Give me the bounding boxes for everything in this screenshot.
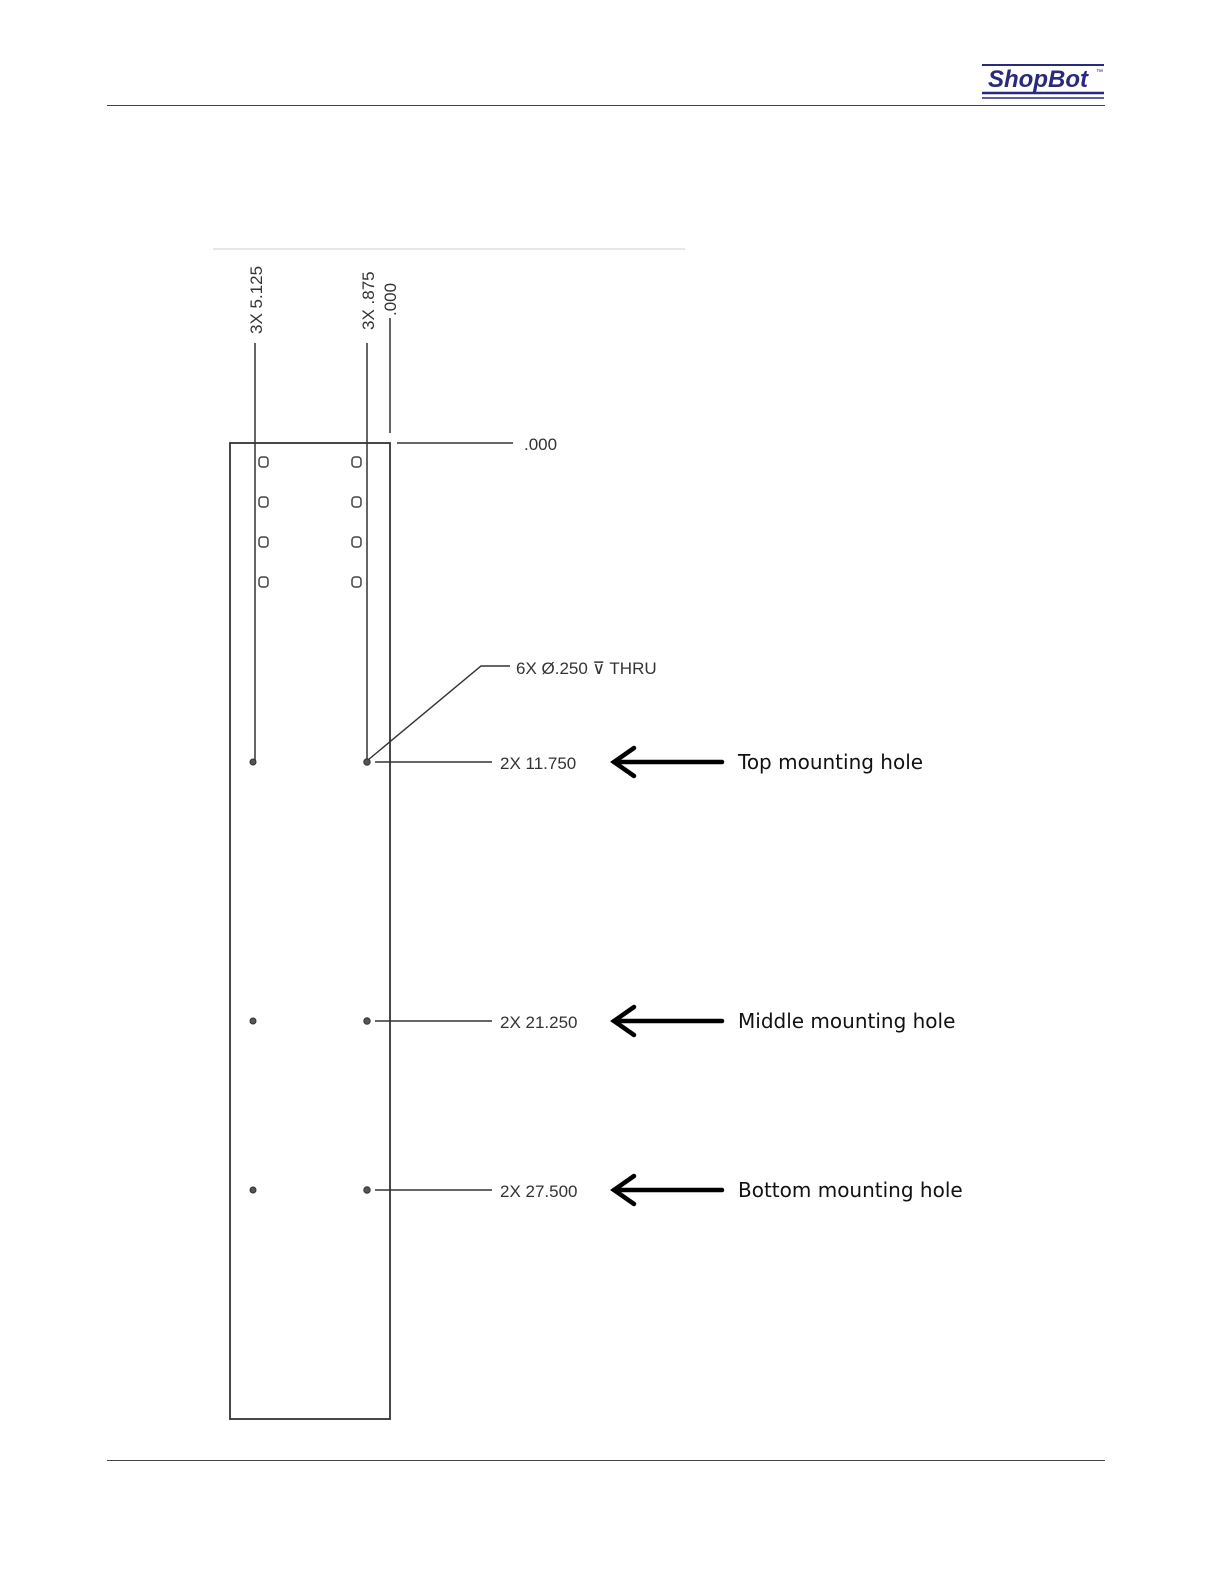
footer-rule xyxy=(107,1460,1105,1461)
dim-edge: .000 xyxy=(381,282,400,316)
hole-pattern xyxy=(259,457,361,587)
dim-bottom-hole: 2X 27.500 xyxy=(500,1182,578,1201)
dim-right-column: 3X .875 xyxy=(359,271,378,330)
part-outline xyxy=(230,443,390,1419)
arrow-icon xyxy=(614,748,722,776)
dim-middle-hole: 2X 21.250 xyxy=(500,1013,578,1032)
arrow-icon xyxy=(614,1007,722,1035)
dim-top-edge: .000 xyxy=(524,435,558,454)
logo-text: ShopBot xyxy=(988,66,1088,93)
label-bottom-hole: Bottom mounting hole xyxy=(738,1178,963,1202)
label-middle-hole: Middle mounting hole xyxy=(738,1009,956,1033)
logo-trademark: ™ xyxy=(1096,69,1103,76)
mounting-holes xyxy=(250,759,370,1193)
label-top-hole: Top mounting hole xyxy=(738,750,924,774)
arrow-icon xyxy=(614,1176,722,1204)
dim-top-hole: 2X 11.750 xyxy=(500,754,577,773)
hole-note: 6X Ø.250 ⊽ THRU xyxy=(516,659,657,678)
dim-left-column: 3X 5.125 xyxy=(247,265,266,334)
